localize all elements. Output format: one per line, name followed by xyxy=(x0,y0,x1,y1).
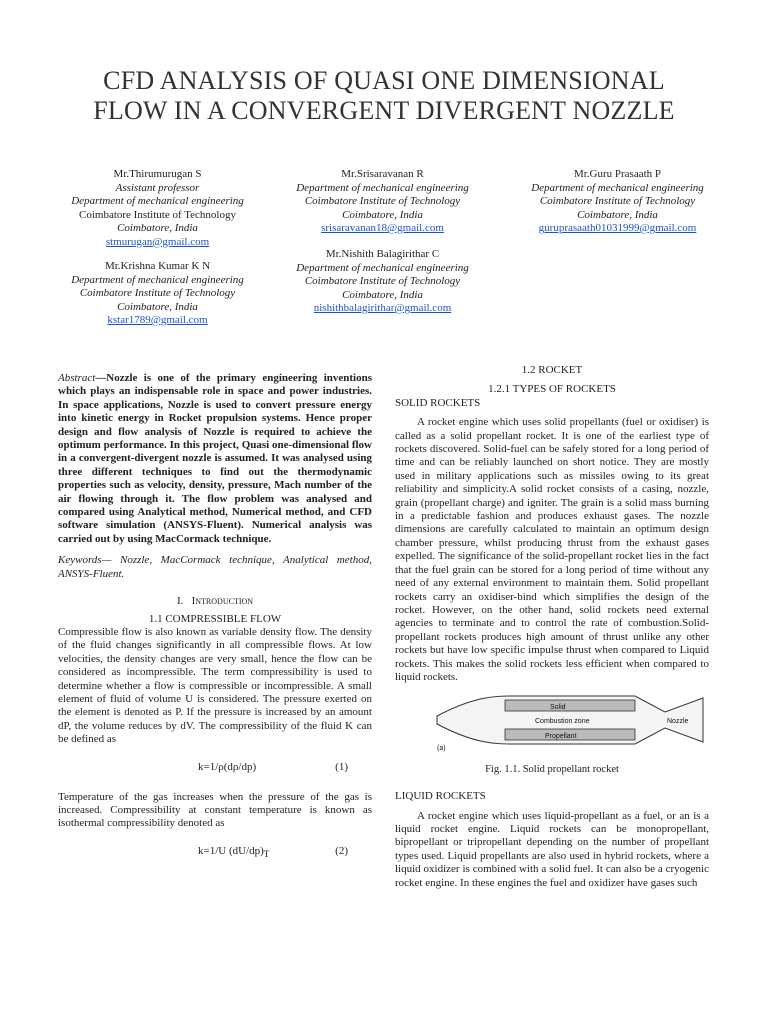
author-city: Coimbatore, India xyxy=(342,208,423,221)
author-email-link[interactable]: guruprasaath01031999@gmail.com xyxy=(538,222,697,234)
equation-number: (1) xyxy=(335,760,348,773)
equation-number: (2) xyxy=(335,844,348,857)
equation-2 xyxy=(58,845,372,861)
author-dept: Department of mechanical engineering xyxy=(296,261,469,274)
subscript: T xyxy=(263,848,270,859)
left-column xyxy=(58,372,372,871)
fig-label-a: (a) xyxy=(437,745,446,753)
section-title: Introduction xyxy=(191,595,254,608)
author-block-4 xyxy=(50,260,265,328)
paragraph: Compressible flow is also known as variable density flow. The density of the fluid changes significantly in all compressible flows. At low velocities, the density changes are very small, hence the flow can be considered as incompressible. The term compressibility is used to determine whether a flow is compressible or incompressible. A small element of fluid of volume U is considered. The pressure exerted on the element is denoted as P. If the pressure is increased by an amount dP, the volume reduces by dV. The compressibility of the fluid K can be defined as xyxy=(58,625,372,746)
right-column xyxy=(395,364,709,890)
author-role: Assistant professor xyxy=(115,181,200,194)
subsubsection-heading: SOLID ROCKETS xyxy=(395,396,481,409)
author-name: Mr.Krishna Kumar K N xyxy=(104,260,211,272)
figure-caption: Fig. 1.1. Solid propellant rocket xyxy=(485,763,619,775)
author-city: Coimbatore, India xyxy=(577,208,658,221)
solid-grain-top xyxy=(505,700,635,711)
title-line-2: FLOW IN A CONVERGENT DIVERGENT NOZZLE xyxy=(93,96,675,125)
author-block-2 xyxy=(275,168,490,236)
author-dept: Department of mechanical engineering xyxy=(71,273,244,286)
subsection-heading: 1.1 COMPRESSIBLE FLOW xyxy=(148,612,282,625)
section-heading xyxy=(58,595,372,608)
subsubsection-heading: LIQUID ROCKETS xyxy=(395,790,486,803)
paragraph: A rocket engine which uses solid propellants (fuel or oxidiser) is called as a solid propellant rocket. It is one of the earliest type of rockets discovered. Solid-fuel can be safely stored for a long period of time and can be reliably launched on short notice. They are mostly used in military applications such as missiles owing to its great reliability and simplicity.A solid rocket consists of a casing, nozzle, grain (propellant charge) and igniter. The grain is a solid mass burning in a predictable fashion and produces exhaust gases. The nozzle dimensions are carefully calculated to maintain an optimum design chamber pressure, whilst producing thrust from the exhaust gases expelled. The significance of the solid-propellant rocket lies in the fact that the fuel grain can be stored for a long period of time without any need of any external environment to maintain them. Solid propellant rockets carry an oxidiser-bind which simplifies the design of the rocket. However, on the other hand, solid rockets need external agencies to terminate and to control the rate of combustion.Solid-propellant rockets produces high amount of thrust unlike any other rockets but have low specific impulse thrust when compared to Liquid rockets. This makes the solid rockets less efficient when compared to liquid rockets. xyxy=(395,416,709,683)
author-inst: Coimbatore Institute of Technology xyxy=(79,287,236,299)
author-email-link[interactable]: kstar1789@gmail.com xyxy=(107,314,208,326)
fig-label-nozzle: Nozzle xyxy=(667,718,689,726)
fig-label-propellant: Propellant xyxy=(545,733,577,741)
author-city: Coimbatore, India xyxy=(117,300,198,313)
author-dept: Department of mechanical engineering xyxy=(296,181,469,194)
fig-label-zone: Combustion zone xyxy=(535,718,590,726)
author-city: Coimbatore, India xyxy=(117,222,198,234)
author-city: Coimbatore, India xyxy=(342,288,423,301)
keywords: Keywords— Nozzle, MacCormack technique, Analytical method, ANSYS-Fluent. xyxy=(58,554,372,580)
author-dept: Department of mechanical engineering xyxy=(71,195,244,207)
author-name: Mr.Nishith Balagirithar C xyxy=(325,248,440,260)
author-inst: Coimbatore Institute of Technology xyxy=(304,275,461,287)
subsection-heading: 1.2.1 TYPES OF ROCKETS xyxy=(488,383,616,396)
author-inst: Coimbatore Institute of Technology xyxy=(539,195,696,207)
author-block-5 xyxy=(275,248,490,316)
section-heading: 1.2 ROCKET xyxy=(521,364,583,376)
author-name: Mr.Thirumurugan S xyxy=(113,168,202,180)
paragraph: Temperature of the gas increases when the pressure of the gas is increased. Compressibility at constant temperature is known as isothermal compressibility denoted as xyxy=(58,790,372,830)
equation-formula: k=1/U $(dU/dp)_T$ xyxy=(198,844,270,859)
author-dept: Department of mechanical engineering xyxy=(531,181,704,194)
author-email-link[interactable]: srisaravanan18@gmail.com xyxy=(321,222,444,234)
author-block-1 xyxy=(50,168,265,249)
paper-title xyxy=(0,66,768,126)
abstract-label: Abstract xyxy=(58,372,96,384)
author-email-link[interactable]: nishithbalagirithar@gmail.com xyxy=(313,302,452,314)
paragraph: A rocket engine which uses liquid-propellant as a fuel, or an is a liquid rocket engine. Liquid rockets can be monopropellant, bipropellant or tripropellant depending on the number of propellant types used. Liquid propellants are also used in hybrid rockets, where a liquid oxidizer is combined with a solid fuel. It can also be a cryogenic rocket engine. In these engines the fuel and oxidizer have gases such xyxy=(395,809,709,889)
fig-label-solid: Solid xyxy=(550,704,566,712)
title-line-1: CFD ANALYSIS OF QUASI ONE DIMENSIONAL xyxy=(103,66,665,95)
author-inst: Coimbatore Institute of Technology xyxy=(304,195,461,207)
author-inst: Coimbatore Institute of Technology xyxy=(79,208,236,221)
equation-1 xyxy=(58,761,372,777)
figure xyxy=(435,694,709,756)
equation-formula: k=1/ρ(dρ/dp) xyxy=(198,760,257,773)
author-name: Mr.Guru Prasaath P xyxy=(573,168,662,180)
abstract-text: —Nozzle is one of the primary engineering inventions which plays an indispensable role in space and power industries. In space applications, Nozzle is used to convert pressure energy into kinetic energy in Rocket propulsion systems. Hence proper design and flow analysis of Nozzle is required to achieve the optimum performance. In this project, Quasi one-dimensional flow in a convergent-divergent nozzle is assumed. It was analysed using three different techniques to find out the thermodynamic properties such as velocity, density, pressure, Mach number of the air flowing through it. The flow problem was analysed and compared using Analytical method, Numerical method, and CFD software simulation (ANSYS-Fluent). Numerical analysis was carried out by using MacCormack technique. xyxy=(58,372,372,545)
author-email-link[interactable]: stmurugan@gmail.com xyxy=(105,235,210,248)
author-name: Mr.Srisaravanan R xyxy=(341,168,424,180)
abstract xyxy=(58,372,372,546)
author-block-3 xyxy=(510,168,725,236)
rocket-diagram xyxy=(435,694,705,752)
section-number: I. xyxy=(176,595,184,608)
